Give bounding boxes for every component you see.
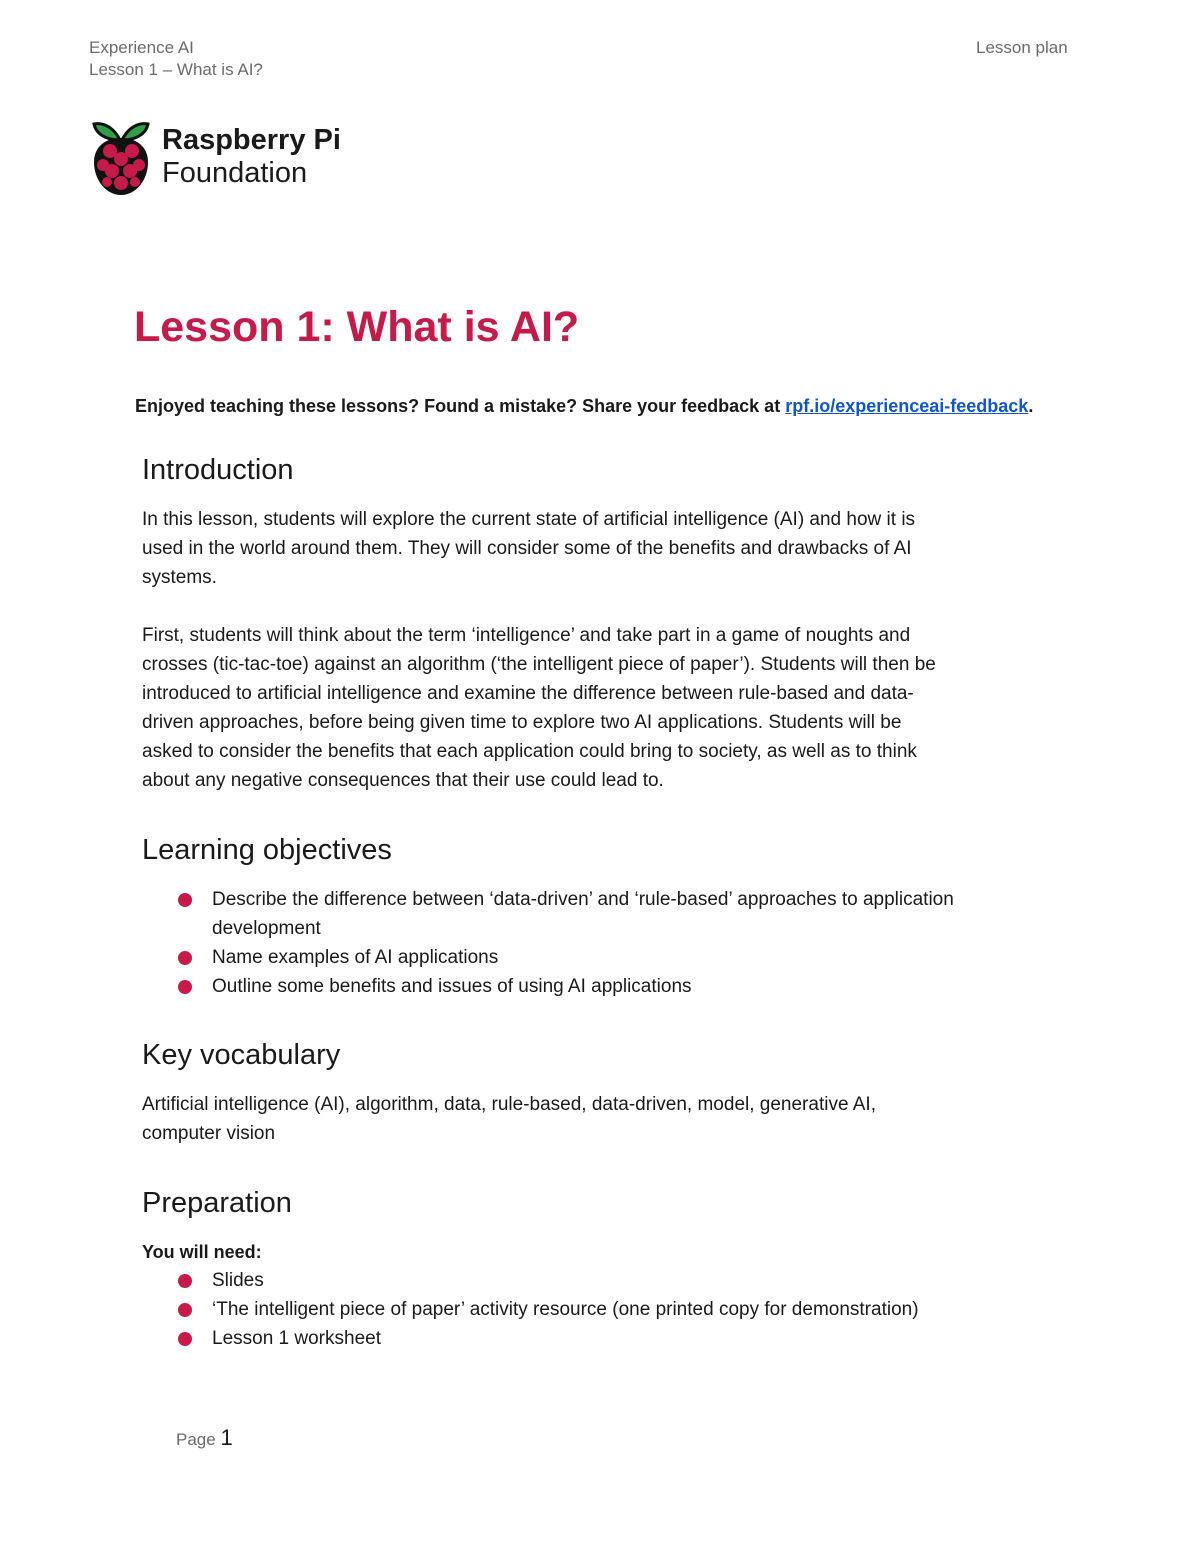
you-will-need-label: You will need: — [142, 1242, 262, 1262]
text-line: Artificial intelligence (AI), algorithm, data, rule-based, data-driven, model, generative AI, — [142, 1094, 876, 1115]
list-item — [142, 972, 1062, 1001]
logo-line-2: Foundation — [162, 157, 308, 189]
header-lesson-line: Lesson 1 – What is AI? — [89, 60, 263, 79]
text-line: asked to consider the benefits that each application could bring to society, as well as to think — [142, 741, 917, 762]
list-item-text: development — [212, 918, 321, 939]
text-line: about any negative consequences that their use could lead to. — [142, 770, 664, 791]
introduction-paragraph-2 — [142, 621, 1052, 795]
text-line: driven approaches, before being given time to explore two AI applications. Students will be — [142, 712, 902, 733]
raspberry-pi-foundation-logo — [90, 118, 350, 198]
text-line: introduced to artificial intelligence and examine the difference between rule-based and data- — [142, 683, 914, 704]
feedback-end: . — [1028, 396, 1034, 416]
bullet-dot-icon — [178, 1303, 192, 1317]
list-item-text: Name examples of AI applications — [212, 947, 499, 968]
logo-wordmark — [162, 124, 341, 190]
introduction-heading: Introduction — [142, 454, 294, 486]
list-item-text: Describe the difference between ‘data-driven’ and ‘rule-based’ approaches to application — [212, 889, 954, 910]
page-footer — [176, 1424, 233, 1454]
preparation-list — [142, 1266, 1062, 1353]
key-vocabulary-text — [142, 1090, 1052, 1148]
list-item — [142, 885, 1062, 943]
list-item-text: Lesson 1 worksheet — [212, 1328, 381, 1349]
list-item-text: Outline some benefits and issues of using AI applications — [212, 976, 692, 997]
list-item-text: Slides — [212, 1270, 264, 1291]
feedback-text: Enjoyed teaching these lessons? Found a mistake? Share your feedback at — [135, 396, 786, 416]
page-number: 1 — [220, 1425, 233, 1450]
page-title: Lesson 1: What is AI? — [134, 303, 580, 351]
list-item-text: ‘The intelligent piece of paper’ activity resource (one printed copy for demonstration) — [212, 1299, 919, 1320]
list-item — [142, 1295, 1062, 1324]
header-doc-type: Lesson plan — [976, 38, 1068, 57]
bullet-dot-icon — [178, 980, 192, 994]
text-line: systems. — [142, 567, 217, 588]
text-line: computer vision — [142, 1123, 276, 1144]
key-vocabulary-heading: Key vocabulary — [142, 1039, 341, 1071]
text-line: used in the world around them. They will consider some of the benefits and drawbacks of AI — [142, 538, 912, 559]
text-line: In this lesson, students will explore the current state of artificial intelligence (AI) and how it is — [142, 509, 916, 530]
raspberry-icon — [90, 118, 152, 198]
bullet-dot-icon — [178, 893, 192, 907]
list-item — [142, 1266, 1062, 1295]
list-item — [142, 1324, 1062, 1353]
bullet-dot-icon — [178, 1274, 192, 1288]
bullet-dot-icon — [178, 1332, 192, 1346]
text-line: First, students will think about the term ‘intelligence’ and take part in a game of noughts and — [142, 625, 911, 646]
feedback-link[interactable]: rpf.io/experienceai-feedback — [785, 396, 1029, 416]
introduction-paragraph-1 — [142, 505, 1052, 592]
header-doc-name: Experience AI — [89, 38, 194, 57]
list-item — [142, 943, 1062, 972]
running-header-left — [89, 37, 263, 81]
learning-objectives-list — [142, 885, 1062, 1001]
logo-line-1: Raspberry Pi — [162, 124, 341, 156]
feedback-note — [135, 393, 1033, 419]
learning-objectives-heading: Learning objectives — [142, 834, 392, 866]
page-label: Page — [176, 1430, 216, 1449]
text-line: crosses (tic-tac-toe) against an algorithm (‘the intelligent piece of paper’). Students will then be — [142, 654, 936, 675]
preparation-heading: Preparation — [142, 1187, 292, 1219]
bullet-dot-icon — [178, 951, 192, 965]
